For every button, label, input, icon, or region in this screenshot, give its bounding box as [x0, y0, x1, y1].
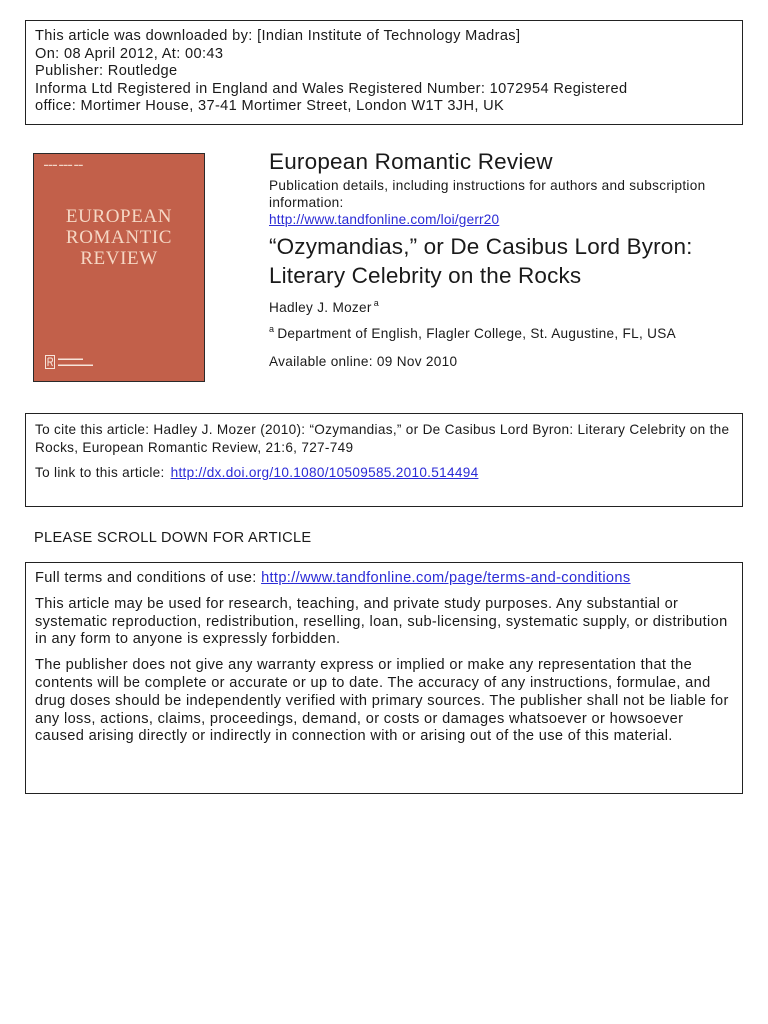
- download-notice-box: [25, 20, 743, 125]
- author-line: [269, 295, 739, 316]
- journal-cover-image: [33, 153, 205, 382]
- cover-logo-text: ▬▬▬▬▬ ▬▬▬▬▬▬▬: [58, 356, 93, 368]
- author-name: Hadley J. Mozer: [269, 300, 372, 315]
- download-date-line: On: 08 April 2012, At: 00:43: [35, 45, 224, 62]
- registration-line: Informa Ltd Registered in England and Wales Registered Number: 1072954 Registered: [35, 80, 628, 97]
- affiliation-mark: a: [269, 324, 275, 334]
- disclaimer-paragraph: The publisher does not give any warranty express or implied or make any representation that the contents will be complete or accurate or up to date. The accuracy of any instructions, formulae, and drug doses should be independently verified with primary sources. The publisher shall not be liable for any loss, actions, claims, proceedings, demand, or costs or damages whatsoever or howsoever caused arising directly or indirectly in connection with or arising out of the use of this material.: [35, 657, 729, 745]
- journal-link[interactable]: http://www.tandfonline.com/loi/gerr20: [269, 212, 500, 227]
- article-title: “Ozymandias,” or De Casibus Lord Byron: Literary Celebrity on the Rocks: [269, 234, 693, 288]
- journal-title: European Romantic Review: [269, 149, 553, 174]
- journal-info: [269, 148, 739, 370]
- affiliation-text: Department of English, Flagler College, St. Augustine, FL, USA: [277, 326, 676, 341]
- terms-header: [35, 570, 733, 588]
- terms-paragraph: This article may be used for research, teaching, and private study purposes. Any substantial or systematic reproduction, redistribution, reselling, loan, sub-licensing, systematic supply, or distribution in any form to anyone is expressly forbidden.: [35, 595, 728, 648]
- download-line: This article was downloaded by: [Indian Institute of Technology Madras]: [35, 28, 521, 44]
- routledge-logo-icon: [45, 355, 93, 369]
- citation-box: [25, 413, 743, 507]
- available-online: Available online: 09 Nov 2010: [269, 354, 458, 369]
- publication-details: Publication details, including instructions for authors and subscription information:: [269, 178, 706, 210]
- author-affiliation-mark: a: [373, 298, 380, 308]
- cover-title-line: EUROPEAN: [65, 206, 173, 227]
- cover-title-line: REVIEW: [80, 248, 158, 269]
- publisher-line: Publisher: Routledge: [35, 63, 178, 80]
- cover-volume-strip: ▬▬▬ ▬▬▬ ▬▬: [44, 162, 84, 167]
- cover-title-line: ROMANTIC: [65, 227, 173, 248]
- citation-text: To cite this article: Hadley J. Mozer (2010): “Ozymandias,” or De Casibus Lord Byron: Literary Celebrity on the Rocks, European Romantic Review, 21:6, 727-749: [35, 422, 730, 455]
- terms-label: Full terms and conditions of use:: [35, 570, 257, 586]
- terms-link[interactable]: http://www.tandfonline.com/page/terms-and-conditions: [261, 570, 631, 586]
- doi-link[interactable]: http://dx.doi.org/10.1080/10509585.2010.514494: [170, 465, 479, 480]
- terms-box: [25, 562, 743, 794]
- office-line: office: Mortimer House, 37-41 Mortimer Street, London W1T 3JH, UK: [35, 98, 505, 115]
- affiliation-line: [269, 321, 739, 342]
- scroll-notice: PLEASE SCROLL DOWN FOR ARTICLE: [34, 530, 312, 546]
- article-link-label: To link to this article:: [35, 465, 165, 480]
- cover-title: [34, 206, 204, 269]
- article-link-row: [35, 464, 733, 482]
